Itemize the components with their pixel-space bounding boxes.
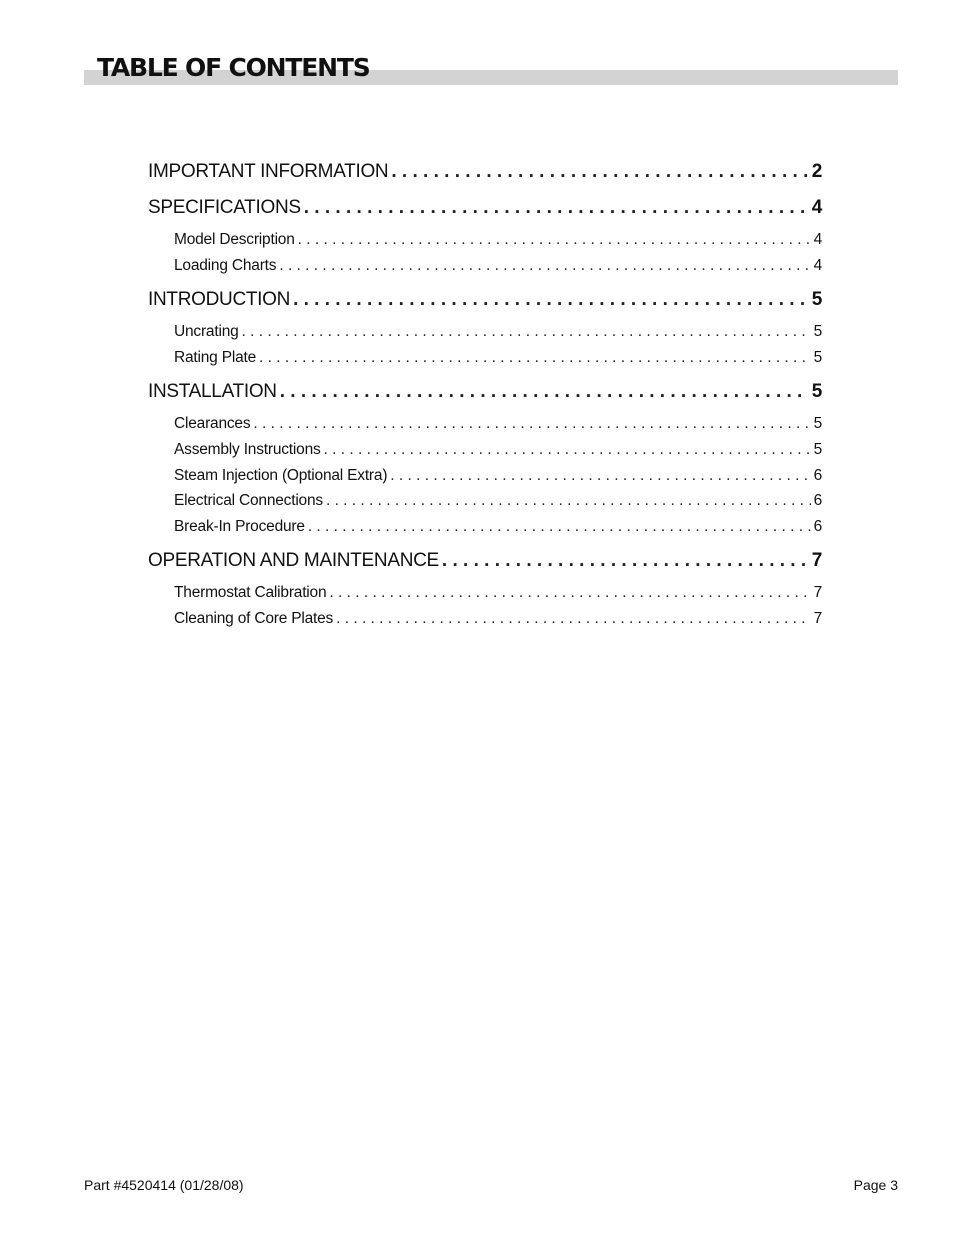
toc-subentry-page: 5 xyxy=(813,440,822,458)
toc-subentry-title: Model Description xyxy=(174,231,295,248)
dot-leader xyxy=(279,253,810,279)
toc-subentry-title: Steam Injection (Optional Extra) xyxy=(174,466,388,484)
toc-subentry[interactable] xyxy=(148,437,822,463)
toc-section-important-information xyxy=(148,158,822,186)
toc-subentry[interactable] xyxy=(148,580,822,606)
toc-subentry-page: 4 xyxy=(813,231,822,248)
toc-entry-page: 2 xyxy=(811,161,822,182)
toc-section-operation-and-maintenance xyxy=(148,547,822,631)
toc-subentry-page: 4 xyxy=(813,256,822,274)
toc-subentry-title: Clearances xyxy=(174,415,251,433)
dot-leader xyxy=(304,194,809,222)
toc-subentry[interactable] xyxy=(148,319,822,345)
dot-leader xyxy=(259,345,811,371)
toc-subentry-page: 6 xyxy=(813,492,822,510)
toc-entry-title: INTRODUCTION xyxy=(148,289,291,311)
toc-entry[interactable] xyxy=(148,378,822,406)
toc-section-introduction xyxy=(148,286,822,370)
toc-subentry-page: 7 xyxy=(813,609,822,627)
toc-entry-page: 4 xyxy=(811,197,822,218)
dot-leader xyxy=(336,606,810,632)
dot-leader xyxy=(390,463,810,489)
table-of-contents xyxy=(148,158,822,640)
toc-entry-title: OPERATION AND MAINTENANCE xyxy=(148,550,439,572)
toc-subentry-title: Break-In Procedure xyxy=(174,517,305,535)
dot-leader xyxy=(326,488,811,514)
dot-leader xyxy=(242,319,811,345)
toc-section-specifications xyxy=(148,194,822,278)
toc-section-installation xyxy=(148,378,822,539)
footer-page-number: Page 3 xyxy=(853,1177,898,1193)
dot-leader xyxy=(329,580,810,606)
toc-subentry[interactable] xyxy=(148,345,822,371)
toc-subentry-title: Rating Plate xyxy=(174,348,257,366)
toc-entry-page: 5 xyxy=(811,381,822,403)
toc-subentry[interactable] xyxy=(148,606,822,632)
toc-subentry[interactable] xyxy=(148,488,822,514)
toc-subentry-title: Assembly Instructions xyxy=(174,440,321,458)
dot-leader xyxy=(442,547,809,575)
footer-part-number: Part #4520414 (01/28/08) xyxy=(84,1177,244,1193)
toc-entry-title: IMPORTANT INFORMATION xyxy=(148,161,389,182)
dot-leader xyxy=(308,514,811,540)
toc-entry[interactable] xyxy=(148,286,822,314)
toc-entry[interactable] xyxy=(148,547,822,575)
toc-subentry[interactable] xyxy=(148,227,822,253)
toc-subentry-page: 6 xyxy=(813,517,822,535)
dot-leader xyxy=(324,437,811,463)
toc-subentry-title: Cleaning of Core Plates xyxy=(174,609,334,627)
toc-subentry[interactable] xyxy=(148,463,822,489)
toc-subentry[interactable] xyxy=(148,411,822,437)
dot-leader xyxy=(253,411,810,437)
toc-entry-page: 5 xyxy=(811,289,822,311)
dot-leader xyxy=(293,286,809,314)
toc-subentry-page: 5 xyxy=(813,415,822,433)
toc-subentry-page: 6 xyxy=(813,466,822,484)
toc-entry[interactable] xyxy=(148,194,822,222)
toc-entry-page: 7 xyxy=(811,550,822,572)
toc-entry[interactable] xyxy=(148,158,822,186)
toc-subentry-title: Thermostat Calibration xyxy=(174,584,327,602)
toc-subentry-page: 5 xyxy=(813,323,822,341)
dot-leader xyxy=(280,378,809,406)
toc-subentry-page: 7 xyxy=(813,584,822,602)
toc-subentry-title: Loading Charts xyxy=(174,256,277,274)
toc-entry-title: INSTALLATION xyxy=(148,381,277,403)
dot-leader xyxy=(391,158,808,186)
toc-subentry-title: Uncrating xyxy=(174,323,239,341)
toc-subentry[interactable] xyxy=(148,514,822,540)
dot-leader xyxy=(298,227,811,253)
toc-entry-title: SPECIFICATIONS xyxy=(148,197,301,218)
toc-subentry-title: Electrical Connections xyxy=(174,492,323,510)
toc-subentry-page: 5 xyxy=(813,348,822,366)
toc-subentry[interactable] xyxy=(148,253,822,279)
page-title: TABLE OF CONTENTS xyxy=(97,53,370,82)
